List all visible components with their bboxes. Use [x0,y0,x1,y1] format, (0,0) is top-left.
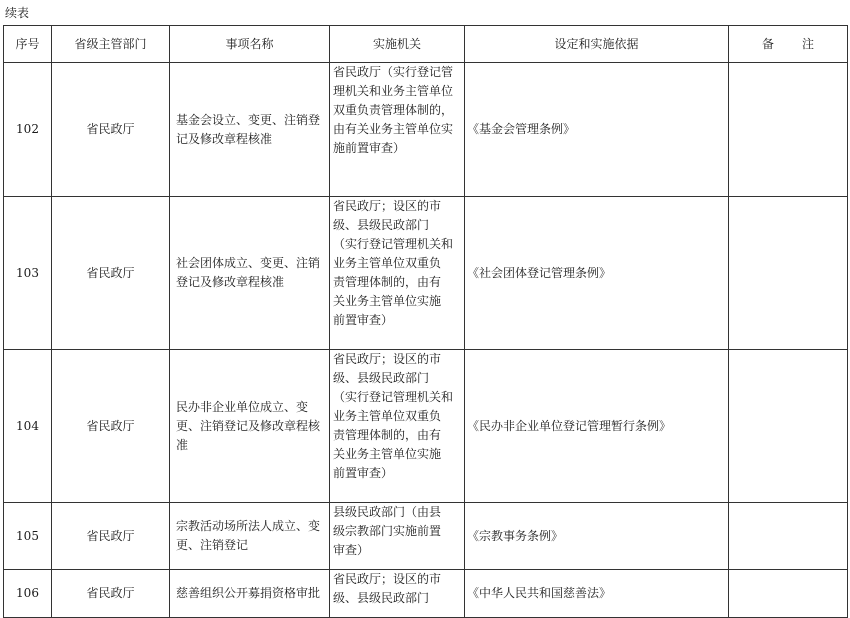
row-dept: 省民政厅 [52,350,170,503]
row-org [330,197,465,350]
row-remark [729,197,848,350]
table-row [4,197,848,350]
row-item-name: 社会团体成立、变更、注销登记及修改章程核准 [170,197,330,350]
row-org [330,350,465,503]
row-basis: 《宗教事务条例》 [465,503,729,570]
org-line: 前置审查） [333,313,394,327]
org-line: 审查） [333,543,370,557]
row-remark [729,503,848,570]
items-table [3,25,848,618]
header-org: 实施机关 [330,26,465,63]
table-header [4,26,848,63]
org-line: 关业务主管单位实施 [333,294,442,308]
org-line: 业务主管单位双重负 [333,409,442,423]
org-line: 前置审查） [333,466,394,480]
row-remark [729,570,848,618]
table-row [4,63,848,197]
row-basis: 《中华人民共和国慈善法》 [465,570,729,618]
row-org [330,63,465,197]
row-basis: 《社会团体登记管理条例》 [465,197,729,350]
org-line: 级宗教部门实施前置 [333,524,442,538]
org-line: 理机关和业务主管单位 [333,84,454,98]
row-dept: 省民政厅 [52,503,170,570]
row-dept: 省民政厅 [52,63,170,197]
table-row [4,350,848,503]
org-line: 责管理体制的，由有 [333,275,442,289]
org-line: 级、县级民政部门 [333,218,430,232]
table-body [4,63,848,618]
row-seq: 102 [4,63,52,197]
row-basis: 《基金会管理条例》 [465,63,729,197]
row-item-name: 宗教活动场所法人成立、变更、注销登记 [170,503,330,570]
header-basis: 设定和实施依据 [465,26,729,63]
table-row [4,570,848,618]
org-line: 关业务主管单位实施 [333,447,442,461]
row-basis: 《民办非企业单位登记管理暂行条例》 [465,350,729,503]
header-seq: 序号 [4,26,52,63]
row-remark [729,350,848,503]
header-remark-text: 备注 [761,36,842,51]
org-line: 级、县级民政部门 [333,591,430,605]
org-line: （实行登记管理机关和 [333,390,454,404]
org-line: 省民政厅；设区的市 [333,572,442,586]
org-line: 业务主管单位双重负 [333,256,442,270]
table-row [4,503,848,570]
row-item-name: 民办非企业单位成立、变更、注销登记及修改章程核准 [170,350,330,503]
row-item-name: 基金会设立、变更、注销登记及修改章程核准 [170,63,330,197]
header-dept: 省级主管部门 [52,26,170,63]
org-line: 责管理体制的，由有 [333,428,442,442]
org-line: 省民政厅；设区的市 [333,352,442,366]
org-line: 双重负责管理体制的， [333,103,454,117]
org-line: 级、县级民政部门 [333,371,430,385]
row-item-name: 慈善组织公开募捐资格审批 [170,570,330,618]
org-line: 省民政厅；设区的市 [333,199,442,213]
row-dept: 省民政厅 [52,197,170,350]
org-line: 省民政厅（实行登记管 [333,65,454,79]
org-line: 由有关业务主管单位实 [333,122,454,136]
org-line: 县级民政部门（由县 [333,505,442,519]
row-dept: 省民政厅 [52,570,170,618]
org-line: 施前置审查） [333,141,406,155]
row-org [330,570,465,618]
row-org [330,503,465,570]
org-line: （实行登记管理机关和 [333,237,454,251]
row-seq: 106 [4,570,52,618]
header-remark [729,26,848,63]
header-item: 事项名称 [170,26,330,63]
continuation-label: 续表 [5,6,30,20]
row-seq: 104 [4,350,52,503]
row-remark [729,63,848,197]
row-seq: 103 [4,197,52,350]
row-seq: 105 [4,503,52,570]
